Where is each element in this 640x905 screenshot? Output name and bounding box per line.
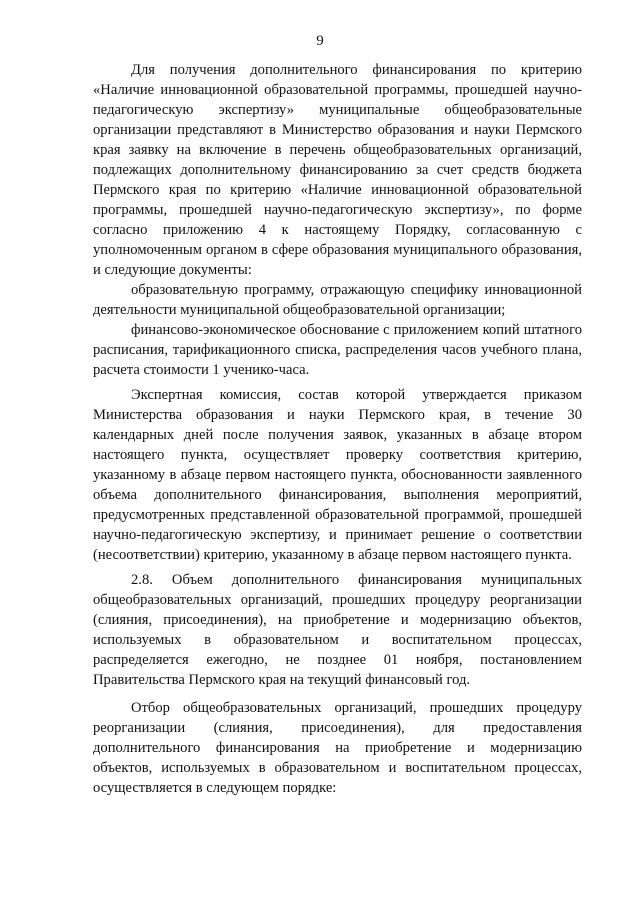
paragraph-selection-procedure: Отбор общеобразовательных организаций, прошедших процедуру реорганизации (слияния, присоединения), для предоставления дополнительного финансирования на приобретение и модернизацию объектов, используемых в образовательном и воспитательном процессах, осуществляется в следующем порядке: <box>93 700 582 796</box>
paragraph-educational-program: образовательную программу, отражающую специфику инновационной деятельности муниципальной общеобразовательной организации; <box>93 282 582 318</box>
paragraph-expert-commission: Экспертная комиссия, состав которой утверждается приказом Министерства образования и науки Пермского края, в течение 30 календарных дней после получения заявок, указанных в абзаце втором настоящего пункта, осуществляет проверку соответствия критерию, указанному в абзаце первом настоящего пункта, обоснованности заявленного объема дополнительного финансирования, выполнения мероприятий, предусмотренных представленной образовательной программой, прошедшей научно-педагогическую экспертизу, и принимает решение о соответствии (несоответствии) критерию, указанному в абзаце первом настоящего пункта. <box>93 387 582 563</box>
paragraph-financial-justification: финансово-экономическое обоснование с приложением копий штатного расписания, тарификационного списка, распределения часов учебного плана, расчета стоимости 1 ученико-часа. <box>93 322 582 378</box>
paragraph-funding-criterion: Для получения дополнительного финансирования по критерию «Наличие инновационной образовательной программы, прошедшей научно-педагогическую экспертизу» муниципальные общеобразовательные организации представляют в Министерство образования и науки Пермского края заявку на включение в перечень общеобразовательных организаций, подлежащих дополнительному финансированию за счет средств бюджета Пермского края по критерию «Наличие инновационной образовательной программы, прошедшей научно-педагогическую экспертизу», по форме согласно приложению 4 к настоящему Порядку, согласованную с уполномоченным органом в сфере образования муниципального образования, и следующие документы: <box>93 62 582 278</box>
page-number: 9 <box>316 33 324 49</box>
document-body <box>93 60 582 798</box>
paragraph-section-2-8: 2.8. Объем дополнительного финансирования муниципальных общеобразовательных организаций, прошедших процедуру реорганизации (слияния, присоединения), на приобретение и модернизацию объектов, используемых в образовательном и воспитательном процессах, распределяется ежегодно, не позднее 01 ноября, постановлением Правительства Пермского края на текущий финансовый год. <box>93 572 582 688</box>
